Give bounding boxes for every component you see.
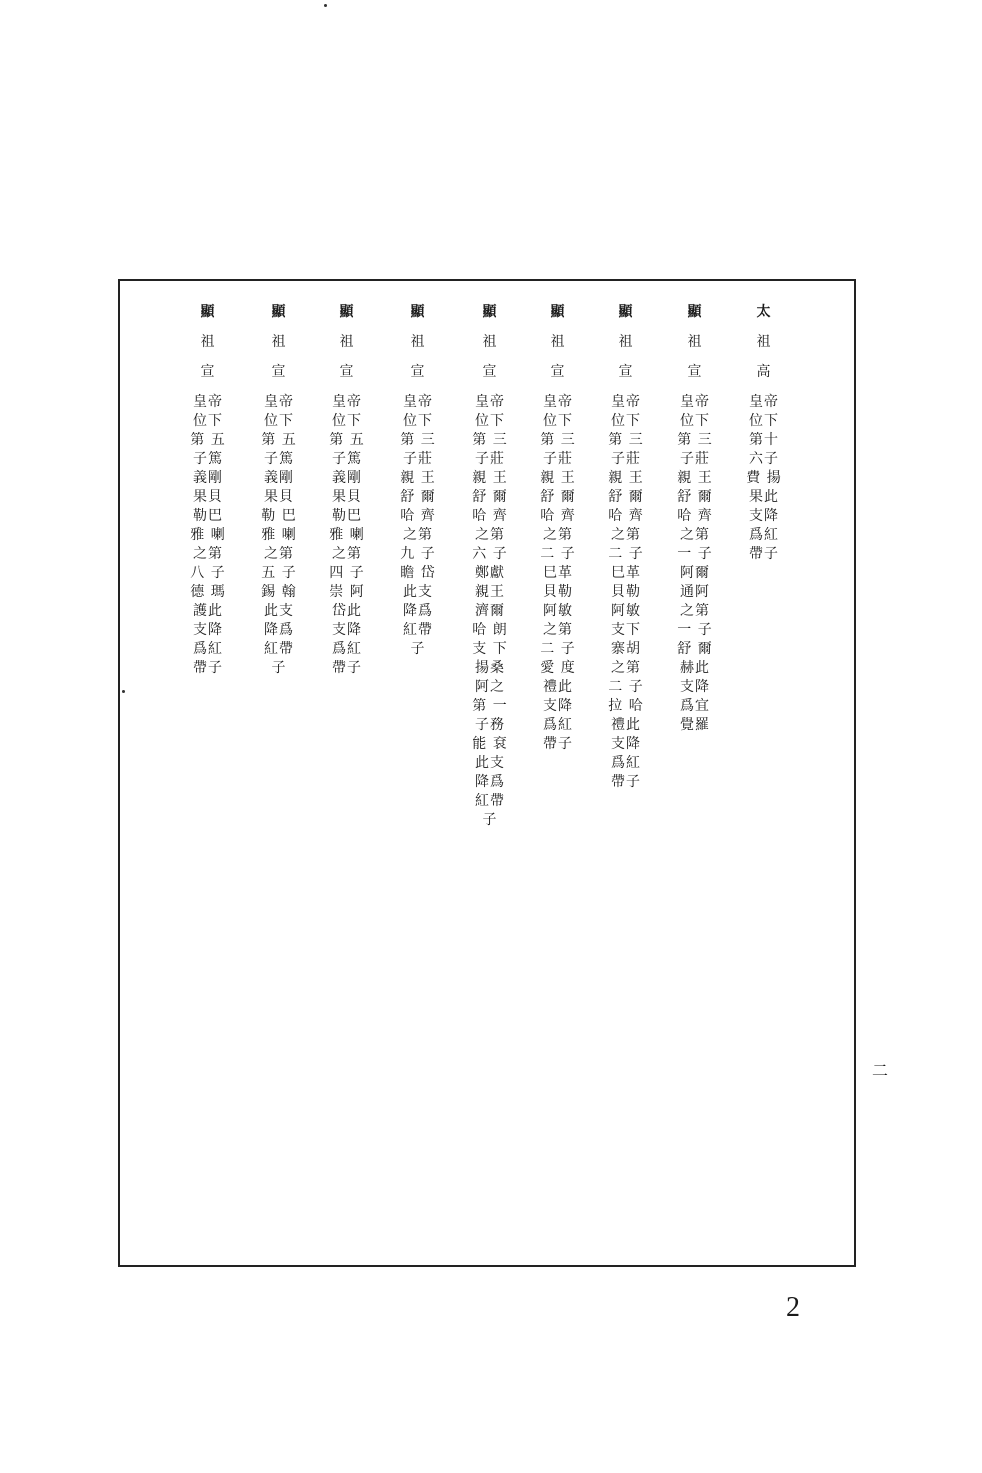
ancestor-char-2: 祖 [687, 334, 703, 350]
ancestor-char-3: 宣 [410, 364, 426, 380]
lineage-text: 皇帝位下第 三 子莊 親 王 舒 爾 哈 齊 之第 二 子巳革貝勒阿敏支下寨胡之第 二 子拉 哈 禮此支降爲紅帶子 [608, 394, 644, 790]
lineage-text: 皇帝位下第 五 子篤義剛果貝勒 巴 雅 喇 之第 五 子錫 翰此支降爲紅帶子 [261, 394, 297, 676]
lineage-text: 皇帝位下第十六子費 揚 果此支降爲紅帶子 [746, 394, 782, 562]
ancestor-char-1: 顯 [482, 304, 498, 320]
ancestor-char-1: 顯 [687, 304, 703, 320]
ancestor-char-1: 太 [756, 304, 772, 320]
ancestor-char-3: 宣 [482, 364, 498, 380]
ancestor-char-3: 宣 [687, 364, 703, 380]
ancestor-char-2: 祖 [550, 334, 566, 350]
ancestor-char-3: 高 [756, 364, 772, 380]
lineage-text: 皇帝位下第 三 子莊 親 王 舒 爾 哈 齊 之第 二 子巳革貝勒阿敏之第 二 子愛 度 禮此支降爲紅帶子 [540, 394, 576, 752]
ancestor-char-1: 顯 [271, 304, 287, 320]
ancestor-char-2: 祖 [618, 334, 634, 350]
scan-speck [122, 690, 125, 693]
genealogy-column-3 [606, 303, 646, 792]
ancestor-char-1: 顯 [550, 304, 566, 320]
genealogy-column-8 [259, 303, 299, 678]
side-page-mark: 二 [872, 1061, 889, 1080]
lineage-text: 皇帝位下第 三 子莊 親 王 舒 爾 哈 齊 之第 九 子瞻 岱此支降爲紅帶子 [400, 394, 436, 657]
genealogy-column-4 [538, 303, 578, 754]
scan-speck [324, 4, 327, 7]
lineage-text: 皇帝位下第 三 子莊 親 王 舒 爾 哈 齊 之第 一 子阿爾通阿之第 一 子舒 爾 赫此支降爲宜覺羅 [677, 394, 713, 733]
page-frame [118, 279, 856, 1267]
genealogy-column-1 [744, 303, 784, 564]
ancestor-char-3: 宣 [200, 364, 216, 380]
ancestor-char-1: 顯 [410, 304, 426, 320]
genealogy-column-6 [398, 303, 438, 659]
ancestor-char-2: 祖 [271, 334, 287, 350]
ancestor-char-2: 祖 [410, 334, 426, 350]
lineage-text: 皇帝位下第 五 子篤義剛果貝勒巴 雅 喇 之第 四 子崇 阿 岱此支降爲紅帶子 [329, 394, 365, 676]
lineage-text: 皇帝位下第 五 子篤義剛果貝勒巴 雅 喇 之第 八 子德 瑪 護此支降爲紅帶子 [190, 394, 226, 676]
genealogy-column-5 [470, 303, 510, 830]
ancestor-char-2: 祖 [200, 334, 216, 350]
genealogy-column-2 [675, 303, 715, 735]
ancestor-char-3: 宣 [339, 364, 355, 380]
ancestor-char-3: 宣 [550, 364, 566, 380]
ancestor-char-3: 宣 [618, 364, 634, 380]
genealogy-column-7 [327, 303, 367, 678]
ancestor-char-2: 祖 [339, 334, 355, 350]
ancestor-char-1: 顯 [200, 304, 216, 320]
ancestor-char-3: 宣 [271, 364, 287, 380]
ancestor-char-1: 顯 [339, 304, 355, 320]
genealogy-column-9 [188, 303, 228, 678]
ancestor-char-1: 顯 [618, 304, 634, 320]
page-number: 2 [786, 1292, 800, 1323]
ancestor-char-2: 祖 [756, 334, 772, 350]
lineage-text: 皇帝位下第 三 子莊 親 王 舒 爾 哈 齊 之第 六 子鄭獻親王濟爾 哈 朗 支 下揚桑阿之第 一 子務 能 袞此支降爲紅帶子 [472, 394, 508, 828]
ancestor-char-2: 祖 [482, 334, 498, 350]
